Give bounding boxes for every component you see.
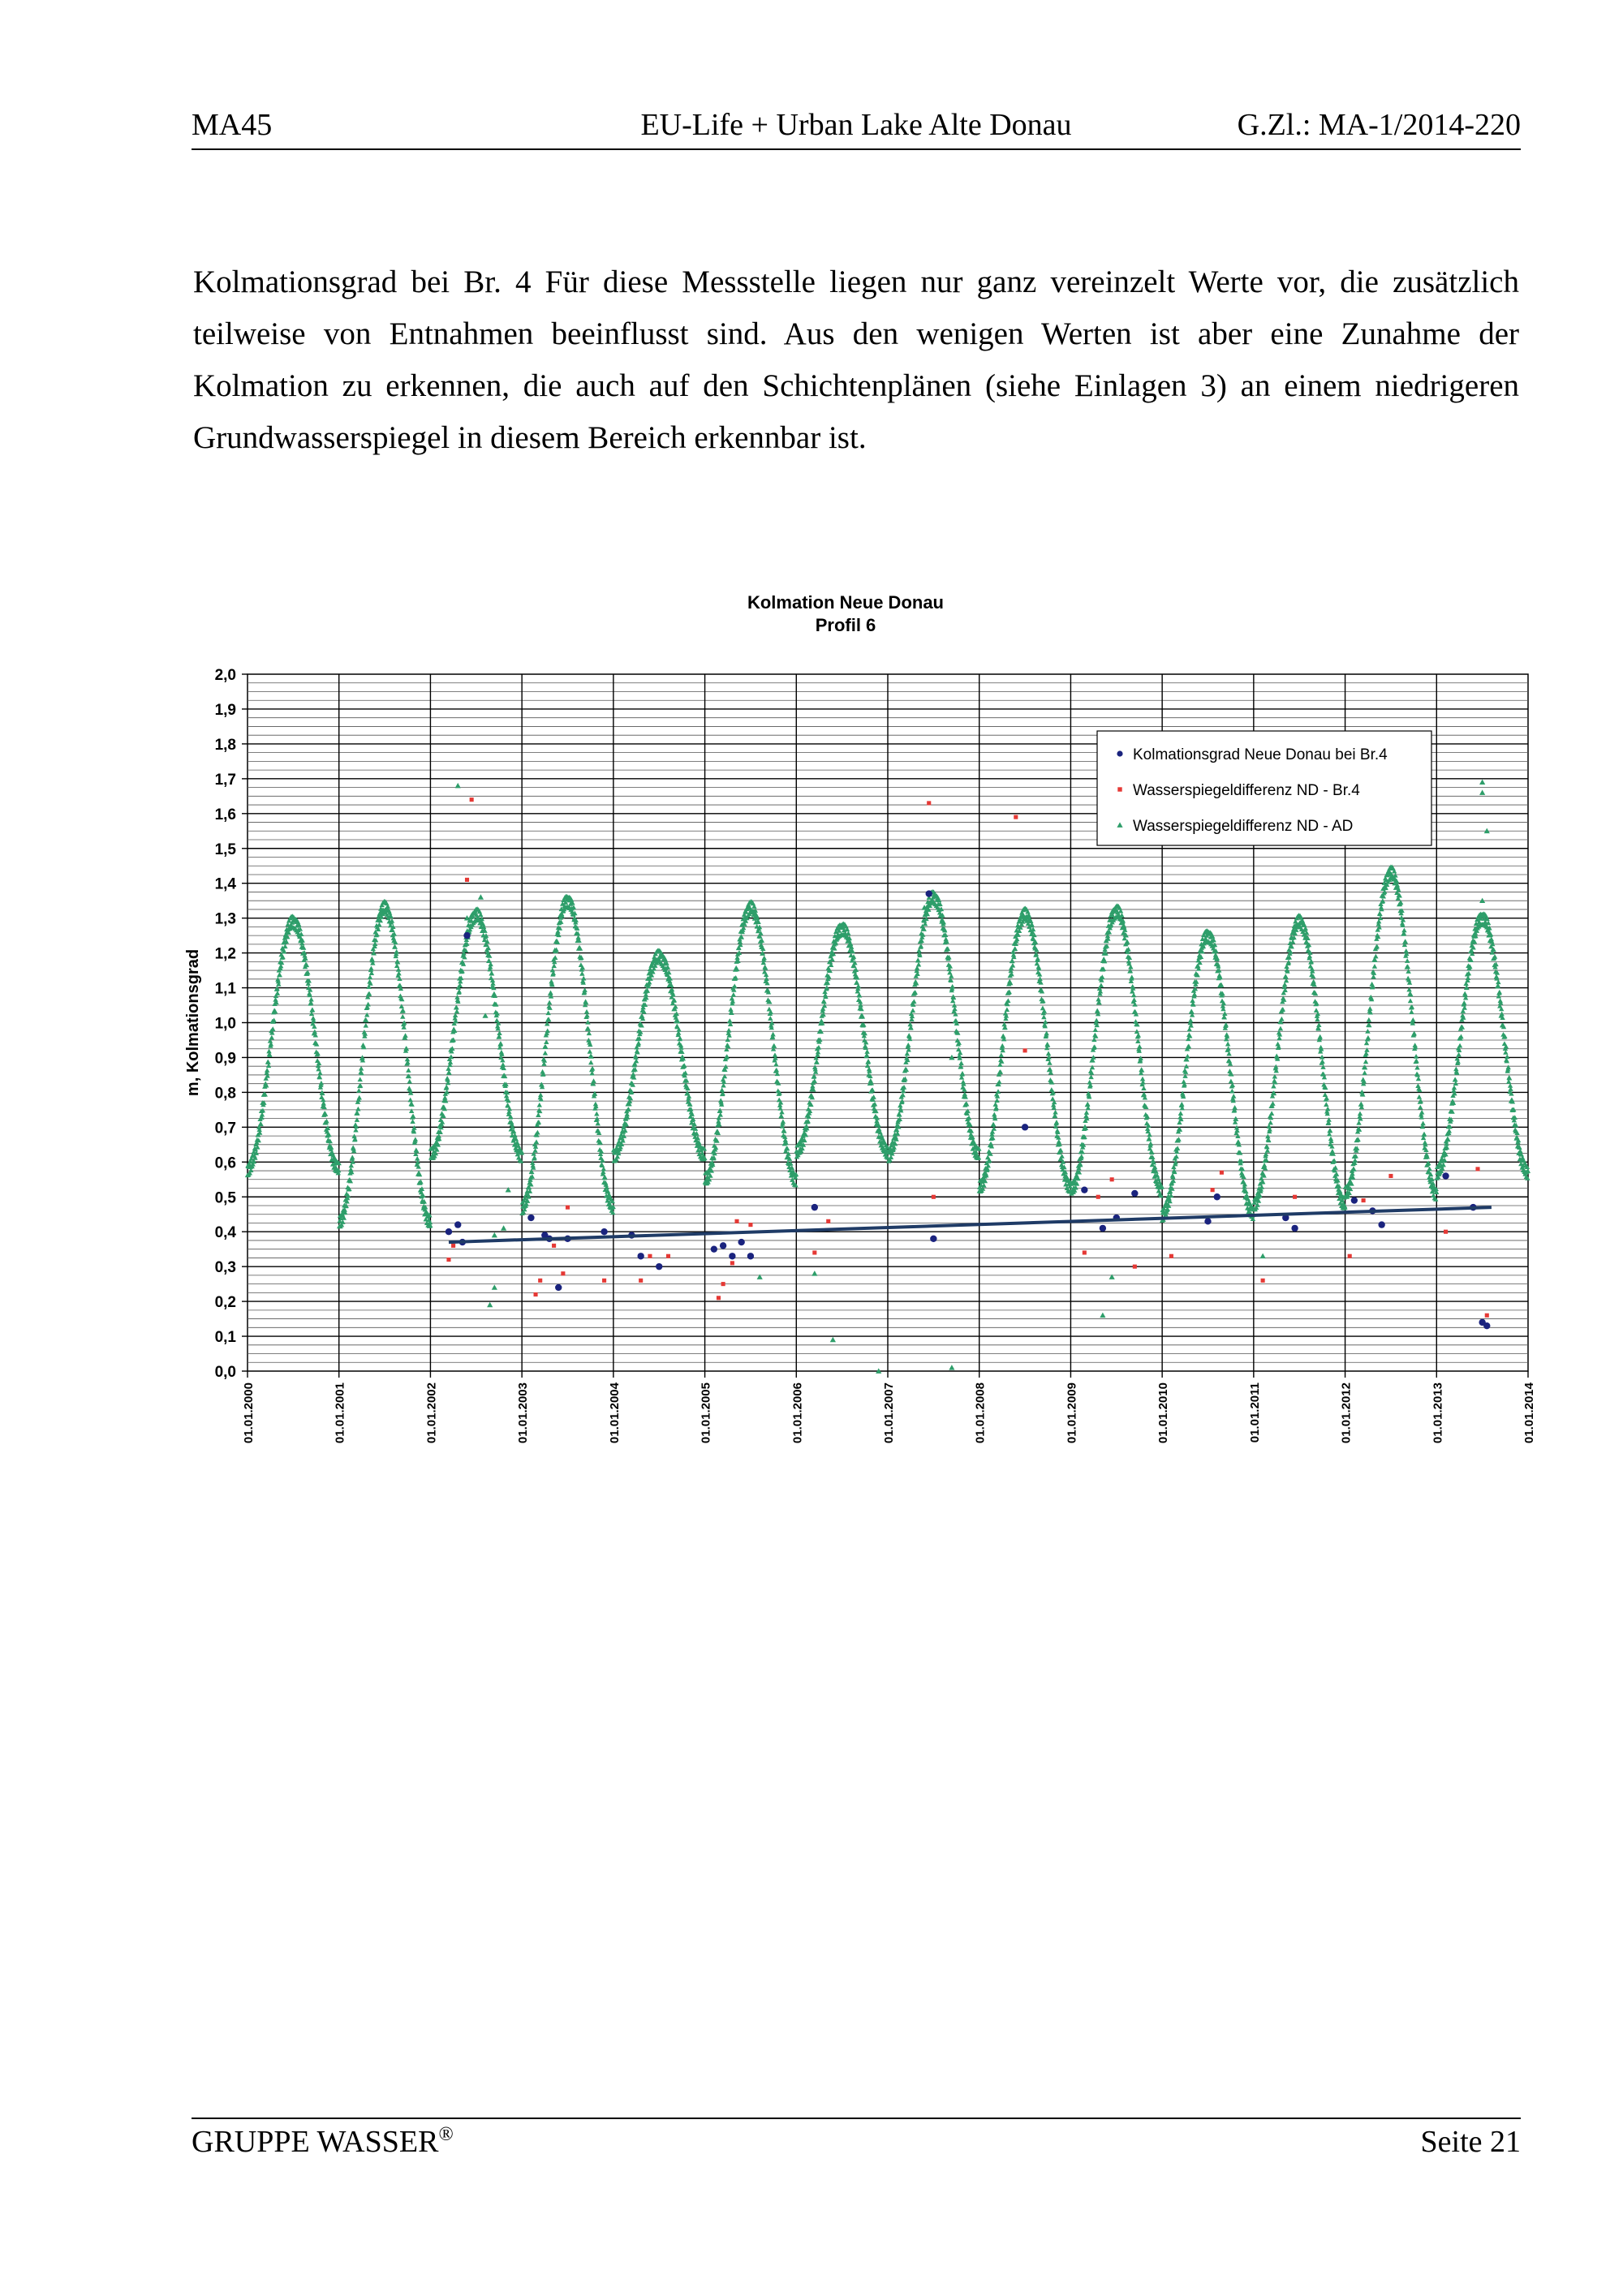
x-tick-label: 01.01.2001: [333, 1382, 347, 1444]
nd-br4-point: [1348, 1254, 1352, 1258]
x-tick-label: 01.01.2002: [424, 1382, 439, 1444]
x-tick-label: 01.01.2008: [973, 1382, 988, 1444]
body-paragraph: Kolmationsgrad bei Br. 4 Für diese Messstelle liegen nur ganz vereinzelt Werte vor, die zusätzlich teilweise von Entnahmen beeinflusst sind. Aus den wenigen Werten ist aber eine Zunahme der Kolmation zu erkennen, die auch auf den Schichtenplänen (siehe Einlagen 3) an einem niedrigeren Grundwasserspiegel in diesem Bereich erkennbar ist.: [193, 264, 1519, 455]
header-rule: [192, 148, 1521, 150]
nd-br4-point: [538, 1279, 542, 1283]
footer-rule: [192, 2118, 1521, 2119]
nd-br4-point: [734, 1219, 738, 1223]
x-tick-label: 01.01.2009: [1065, 1382, 1079, 1444]
x-tick-label: 01.01.2014: [1522, 1382, 1536, 1444]
nd-br4-point: [927, 801, 931, 805]
nd-br4-point: [1096, 1195, 1100, 1199]
y-tick-label: 0,7: [214, 1120, 236, 1137]
y-tick-label: 1,4: [214, 875, 236, 893]
legend-label: Wasserspiegeldifferenz ND - AD: [1133, 818, 1354, 835]
legend-marker: [1117, 750, 1122, 756]
x-tick-label: 01.01.2005: [699, 1382, 713, 1444]
footer-company: GRUPPE WASSER: [192, 2125, 439, 2159]
legend-label: Kolmationsgrad Neue Donau bei Br.4: [1133, 746, 1388, 763]
x-tick-label: 01.01.2010: [1156, 1382, 1171, 1444]
kolmation-point: [527, 1215, 534, 1221]
kolmation-point: [1022, 1124, 1028, 1130]
y-tick-label: 0,0: [214, 1364, 236, 1381]
y-tick-label: 1,9: [214, 701, 236, 719]
kolmation-chart: [162, 568, 1542, 1501]
kolmation-point: [637, 1253, 644, 1259]
nd-br4-point: [826, 1219, 830, 1223]
y-tick-label: 0,8: [214, 1085, 236, 1103]
nd-br4-point: [1014, 815, 1018, 819]
page-footer: [192, 2124, 1521, 2165]
nd-br4-point: [812, 1250, 816, 1254]
kolmation-point: [1483, 1322, 1490, 1329]
nd-br4-point: [648, 1254, 652, 1258]
nd-br4-point: [561, 1271, 565, 1275]
nd-br4-point: [1475, 1167, 1479, 1171]
nd-br4-point: [1388, 1174, 1393, 1178]
nd-br4-point: [932, 1195, 936, 1199]
nd-br4-point: [552, 1244, 556, 1248]
nd-br4-point: [730, 1261, 734, 1265]
nd-br4-point: [1110, 1177, 1114, 1181]
nd-br4-point: [721, 1282, 725, 1286]
y-tick-label: 1,1: [214, 980, 236, 998]
y-tick-label: 1,8: [214, 736, 236, 754]
nd-br4-point: [1220, 1171, 1224, 1175]
kolmation-point: [747, 1253, 754, 1259]
kolmation-point: [446, 1228, 452, 1235]
nd-br4-point: [465, 878, 469, 882]
nd-br4-point: [446, 1258, 450, 1262]
nd-br4-point: [717, 1296, 721, 1300]
kolmation-point: [711, 1245, 717, 1252]
header-right: G.Zl.: MA-1/2014-220: [1237, 108, 1521, 142]
y-tick-label: 0,4: [214, 1224, 236, 1242]
x-tick-label: 01.01.2003: [516, 1382, 531, 1444]
nd-br4-point: [1169, 1254, 1173, 1258]
y-axis-label: m, Kolmationsgrad: [184, 948, 202, 1097]
nd-br4-point: [470, 798, 474, 802]
kolmation-point: [1131, 1190, 1138, 1197]
nd-br4-point: [1211, 1188, 1215, 1192]
y-tick-label: 1,3: [214, 910, 236, 928]
nd-br4-point: [566, 1206, 570, 1210]
nd-br4-point: [1023, 1048, 1027, 1052]
legend-marker: [1117, 787, 1121, 791]
y-tick-label: 1,5: [214, 841, 236, 858]
y-tick-label: 1,0: [214, 1015, 236, 1033]
chart-subtitle: Profil 6: [815, 615, 876, 635]
nd-br4-point: [1083, 1250, 1087, 1254]
y-tick-label: 1,6: [214, 806, 236, 823]
kolmation-point: [926, 890, 932, 896]
kolmation-point: [454, 1221, 461, 1228]
x-tick-label: 01.01.2012: [1339, 1382, 1354, 1444]
kolmation-point: [720, 1242, 726, 1249]
y-tick-label: 0,9: [214, 1050, 236, 1068]
kolmation-point: [1204, 1218, 1211, 1224]
x-tick-label: 01.01.2000: [242, 1382, 256, 1444]
x-tick-label: 01.01.2006: [790, 1382, 805, 1444]
chart-title: Kolmation Neue Donau: [747, 592, 945, 613]
y-tick-label: 0,5: [214, 1189, 236, 1207]
kolmation-point: [930, 1236, 936, 1242]
nd-br4-point: [451, 1244, 455, 1248]
kolmation-point: [738, 1239, 744, 1245]
x-tick-label: 01.01.2013: [1431, 1382, 1445, 1444]
y-tick-label: 0,6: [214, 1154, 236, 1172]
header-left: MA45: [192, 108, 273, 142]
legend-label: Wasserspiegeldifferenz ND - Br.4: [1133, 782, 1360, 799]
page-number: Seite 21: [1420, 2125, 1521, 2159]
kolmation-point: [1100, 1225, 1106, 1232]
registered-mark: ®: [438, 2124, 454, 2145]
kolmation-point: [601, 1228, 607, 1235]
y-tick-label: 0,1: [214, 1329, 236, 1347]
header-center: EU-Life + Urban Lake Alte Donau: [640, 108, 1072, 142]
kolmation-point: [555, 1284, 562, 1291]
y-tick-label: 0,3: [214, 1259, 236, 1277]
kolmation-point: [463, 932, 470, 939]
kolmation-point: [729, 1253, 735, 1259]
kolmation-point: [1291, 1225, 1298, 1232]
y-tick-label: 1,7: [214, 771, 236, 789]
kolmation-point: [812, 1204, 818, 1210]
nd-br4-point: [534, 1292, 538, 1296]
nd-br4-point: [1485, 1314, 1489, 1318]
kolmation-point: [1214, 1193, 1220, 1200]
nd-br4-point: [602, 1279, 606, 1283]
kolmation-point: [1442, 1172, 1449, 1179]
nd-br4-point: [1261, 1279, 1265, 1283]
nd-br4-point: [1362, 1198, 1366, 1202]
page-header: [192, 107, 1521, 148]
nd-br4-point: [1444, 1230, 1448, 1234]
kolmation-point: [1378, 1221, 1384, 1228]
y-tick-label: 2,0: [214, 667, 236, 684]
kolmation-point: [1351, 1197, 1358, 1203]
nd-br4-point: [1133, 1265, 1137, 1269]
footer-left: [192, 2124, 454, 2160]
x-tick-label: 01.01.2011: [1247, 1382, 1262, 1443]
nd-br4-point: [748, 1223, 752, 1227]
nd-br4-point: [1293, 1195, 1297, 1199]
y-tick-label: 1,2: [214, 945, 236, 963]
nd-br4-point: [639, 1279, 643, 1283]
kolmation-point: [1081, 1186, 1087, 1193]
x-tick-label: 01.01.2004: [607, 1382, 622, 1444]
y-tick-label: 0,2: [214, 1294, 236, 1312]
kolmation-point: [656, 1263, 662, 1270]
x-tick-label: 01.01.2007: [882, 1382, 896, 1444]
nd-br4-point: [666, 1254, 670, 1258]
